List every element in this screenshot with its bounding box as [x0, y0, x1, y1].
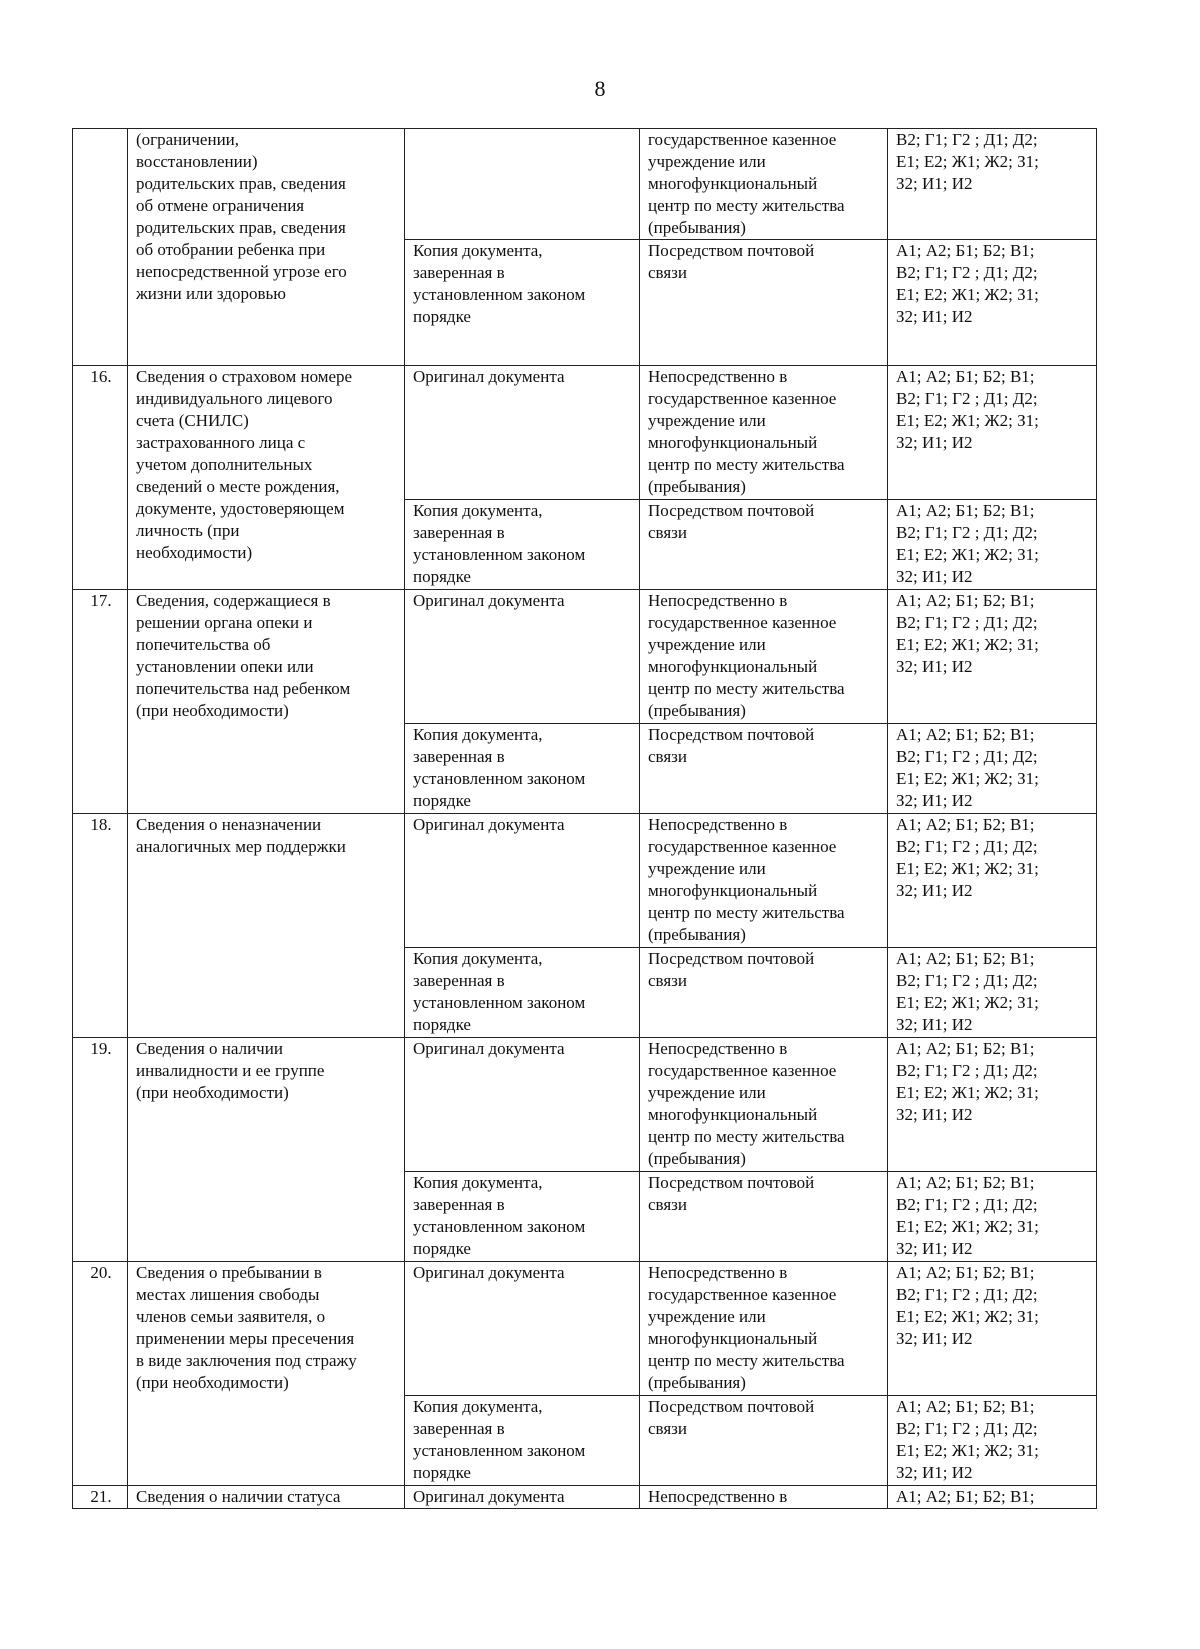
- table-row: [73, 1038, 1097, 1172]
- submission-method-cell: Непосредственно в государственное казенное учреждение или многофункциональный центр по месту жительства (пребывания): [640, 1038, 888, 1172]
- category-codes-cell: А1; А2; Б1; Б2; В1; В2; Г1; Г2 ; Д1; Д2; Е1; Е2; Ж1; Ж2; З1; З2; И1; И2: [888, 240, 1097, 366]
- table-row: [73, 129, 1097, 240]
- submission-form-cell: Оригинал документа: [405, 366, 640, 500]
- submission-form-cell: [405, 129, 640, 240]
- submission-method-cell: Посредством почтовой связи: [640, 1172, 888, 1262]
- table-row: [73, 1262, 1097, 1396]
- category-codes-cell: А1; А2; Б1; Б2; В1; В2; Г1; Г2 ; Д1; Д2; Е1; Е2; Ж1; Ж2; З1; З2; И1; И2: [888, 1396, 1097, 1486]
- category-codes-cell: А1; А2; Б1; Б2; В1; В2; Г1; Г2 ; Д1; Д2; Е1; Е2; Ж1; Ж2; З1; З2; И1; И2: [888, 814, 1097, 948]
- item-number-cell: 21.: [73, 1486, 128, 1509]
- submission-method-cell: государственное казенное учреждение или многофункциональный центр по месту жительства (пребывания): [640, 129, 888, 240]
- submission-form-cell: Оригинал документа: [405, 1262, 640, 1396]
- page-number: 8: [594, 76, 606, 101]
- item-number-cell: 17.: [73, 590, 128, 814]
- table-row: [73, 366, 1097, 500]
- submission-form-cell: Оригинал документа: [405, 590, 640, 724]
- submission-method-cell: Непосредственно в государственное казенное учреждение или многофункциональный центр по месту жительства (пребывания): [640, 1262, 888, 1396]
- submission-method-cell: Посредством почтовой связи: [640, 724, 888, 814]
- submission-form-cell: Копия документа, заверенная в установленном законом порядке: [405, 240, 640, 366]
- submission-form-cell: Копия документа, заверенная в установленном законом порядке: [405, 500, 640, 590]
- category-codes-cell: В2; Г1; Г2 ; Д1; Д2; Е1; Е2; Ж1; Ж2; З1; З2; И1; И2: [888, 129, 1097, 240]
- submission-method-cell: Посредством почтовой связи: [640, 948, 888, 1038]
- category-codes-cell: А1; А2; Б1; Б2; В1; В2; Г1; Г2 ; Д1; Д2; Е1; Е2; Ж1; Ж2; З1; З2; И1; И2: [888, 366, 1097, 500]
- document-name-cell: Сведения о страховом номере индивидуального лицевого счета (СНИЛС) застрахованного лица с учетом дополнительных сведений о месте рождения, документе, удостоверяющем личность (при необходимости): [128, 366, 405, 590]
- document-name-cell: Сведения о неназначении аналогичных мер поддержки: [128, 814, 405, 1038]
- submission-form-cell: Оригинал документа: [405, 814, 640, 948]
- document-name-cell: Сведения о пребывании в местах лишения свободы членов семьи заявителя, о применении меры пресечения в виде заключения под стражу (при необходимости): [128, 1262, 405, 1486]
- category-codes-cell: А1; А2; Б1; Б2; В1;: [888, 1486, 1097, 1509]
- submission-form-cell: Оригинал документа: [405, 1038, 640, 1172]
- table-row: [73, 814, 1097, 948]
- document-name-cell: Сведения, содержащиеся в решении органа опеки и попечительства об установлении опеки или попечительства над ребенком (при необходимости): [128, 590, 405, 814]
- category-codes-cell: А1; А2; Б1; Б2; В1; В2; Г1; Г2 ; Д1; Д2; Е1; Е2; Ж1; Ж2; З1; З2; И1; И2: [888, 948, 1097, 1038]
- submission-form-cell: Копия документа, заверенная в установленном законом порядке: [405, 948, 640, 1038]
- submission-method-cell: Непосредственно в государственное казенное учреждение или многофункциональный центр по месту жительства (пребывания): [640, 590, 888, 724]
- documents-table: [72, 128, 1097, 1509]
- item-number-cell: 19.: [73, 1038, 128, 1262]
- submission-method-cell: Посредством почтовой связи: [640, 240, 888, 366]
- category-codes-cell: А1; А2; Б1; Б2; В1; В2; Г1; Г2 ; Д1; Д2; Е1; Е2; Ж1; Ж2; З1; З2; И1; И2: [888, 590, 1097, 724]
- submission-form-cell: Копия документа, заверенная в установленном законом порядке: [405, 724, 640, 814]
- category-codes-cell: А1; А2; Б1; Б2; В1; В2; Г1; Г2 ; Д1; Д2; Е1; Е2; Ж1; Ж2; З1; З2; И1; И2: [888, 500, 1097, 590]
- submission-method-cell: Непосредственно в государственное казенное учреждение или многофункциональный центр по месту жительства (пребывания): [640, 366, 888, 500]
- submission-method-cell: Непосредственно в государственное казенное учреждение или многофункциональный центр по месту жительства (пребывания): [640, 814, 888, 948]
- category-codes-cell: А1; А2; Б1; Б2; В1; В2; Г1; Г2 ; Д1; Д2; Е1; Е2; Ж1; Ж2; З1; З2; И1; И2: [888, 1172, 1097, 1262]
- document-name-cell: (ограничении, восстановлении) родительских прав, сведения об отмене ограничения родительских прав, сведения об отобрании ребенка при непосредственной угрозе его жизни или здоровью: [128, 129, 405, 366]
- submission-method-cell: Посредством почтовой связи: [640, 500, 888, 590]
- document-name-cell: Сведения о наличии инвалидности и ее группе (при необходимости): [128, 1038, 405, 1262]
- item-number-cell: 18.: [73, 814, 128, 1038]
- item-number-cell: 16.: [73, 366, 128, 590]
- category-codes-cell: А1; А2; Б1; Б2; В1; В2; Г1; Г2 ; Д1; Д2; Е1; Е2; Ж1; Ж2; З1; З2; И1; И2: [888, 724, 1097, 814]
- document-name-cell: Сведения о наличии статуса: [128, 1486, 405, 1509]
- submission-form-cell: Копия документа, заверенная в установленном законом порядке: [405, 1172, 640, 1262]
- submission-form-cell: Оригинал документа: [405, 1486, 640, 1509]
- item-number-cell: 20.: [73, 1262, 128, 1486]
- table-row: [73, 1486, 1097, 1509]
- submission-method-cell: Непосредственно в: [640, 1486, 888, 1509]
- item-number-cell: [73, 129, 128, 366]
- category-codes-cell: А1; А2; Б1; Б2; В1; В2; Г1; Г2 ; Д1; Д2; Е1; Е2; Ж1; Ж2; З1; З2; И1; И2: [888, 1262, 1097, 1396]
- table-row: [73, 590, 1097, 724]
- category-codes-cell: А1; А2; Б1; Б2; В1; В2; Г1; Г2 ; Д1; Д2; Е1; Е2; Ж1; Ж2; З1; З2; И1; И2: [888, 1038, 1097, 1172]
- submission-form-cell: Копия документа, заверенная в установленном законом порядке: [405, 1396, 640, 1486]
- submission-method-cell: Посредством почтовой связи: [640, 1396, 888, 1486]
